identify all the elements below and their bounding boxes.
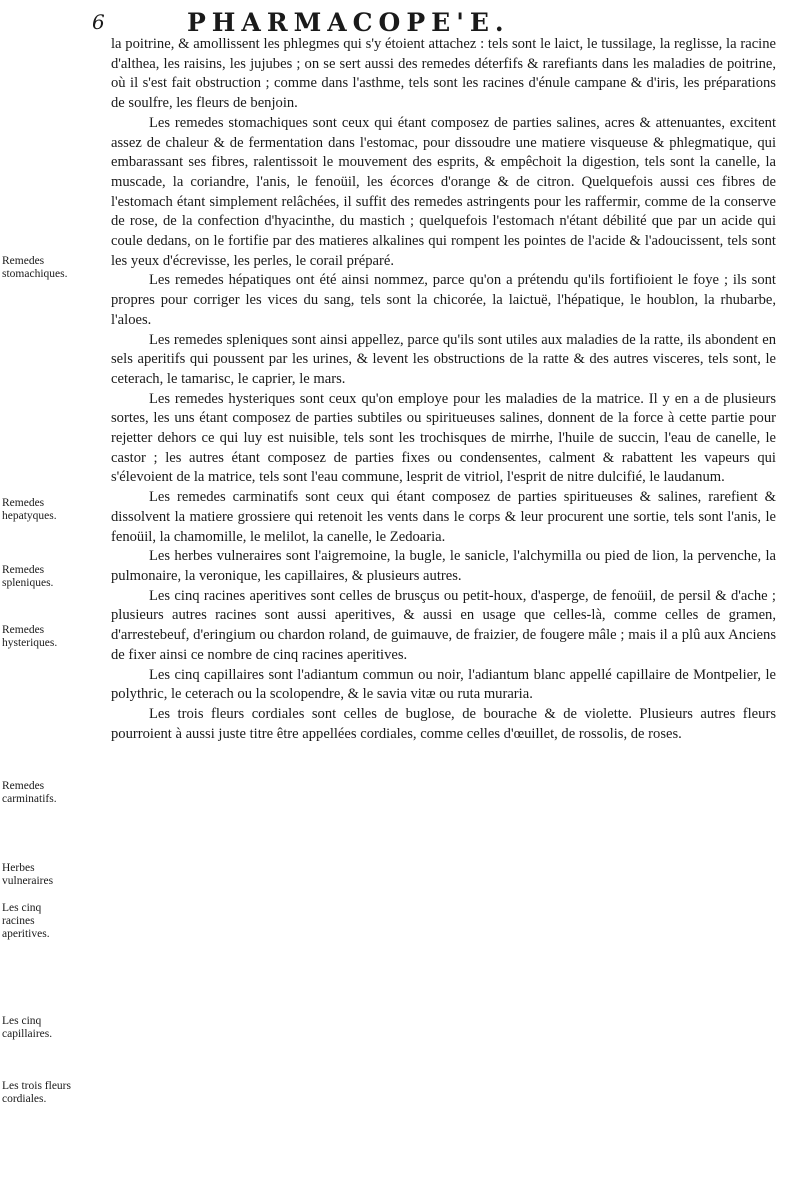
paragraph-capillaires: Les cinq capillaires sont l'adiantum commun ou noir, l'adiantum blanc appellé capillaire de Montpelier, le polythric, le ceterach ou la scolopendre, & le savia vitæ ou ruta muraria. (111, 666, 776, 703)
paragraph-racines: Les cinq racines aperitives sont celles de brusçus ou petit-houx, d'asperge, de fenoüil, de persil & d'ache ; plusieurs autres racines sont aussi aperitives, & aussi en usage que celles-là, comme celles de gramen, d'arrestebeuf, d'eringium ou chardon roland, de guimauve, de fraizier, de fougere mâle ; mais il a plû aux Anciens de fixer ainsi ce nombre de cinq racines aperitives. (111, 587, 776, 663)
margin-note-hepatiques: Remedes hepatyques. (2, 497, 57, 522)
paragraph-carminatifs: Les remedes carminatifs sont ceux qui étant composez de parties spiritueuses & salines, rarefient & dissolvent la matiere grossiere qui retenoit les vents dans le corps & leur procurent une sortie, tels sont l'anis, le fenoüil, la chamomille, le melilot, la canelle, le Zedoaria. (111, 489, 776, 545)
body-text (111, 35, 776, 744)
paragraph-spleniques: Les remedes spleniques sont ainsi appellez, parce qu'ils sont utiles aux maladies de la ratte, ils abondent en sels aperitifs qui poussent par les urines, & levent les obstructions de la ratte & des autres visceres, tels sont, le ceterach, le tamarisc, le caprier, le mars. (111, 331, 776, 387)
running-title: PHARMACOPE'E. (187, 8, 510, 37)
margin-note-fleurs: Les trois fleurs cordiales. (2, 1080, 71, 1105)
page-number: 6 (92, 10, 105, 34)
margin-note-hysteriques: Remedes hysteriques. (2, 624, 58, 649)
margin-note-carminatifs: Remedes carminatifs. (2, 780, 57, 805)
paragraph-hysteriques: Les remedes hysteriques sont ceux qu'on employe pour les maladies de la matrice. Il y en a de plusieurs sortes, les uns étant composez de parties subtiles ou spiritueuses salines, donnent de la force à cette partie pour rejetter dehors ce qui luy est nuisible, tels sont les trochisques de mirrhe, l'huile de succin, l'eau de canelle, le castor ; les autres étant composez de parties fixes ou condensentes, calment & rabattent les vapeurs qui s'élevoient de la matrice, tels sont l'eau commune, lesprit de vitriol, l'esprit de nitre dulcifié, le laudanum. (111, 390, 776, 486)
margin-note-racines: Les cinq racines aperitives. (2, 902, 50, 940)
margin-note-stomachiques: Remedes stomachiques. (2, 255, 68, 280)
paragraph-poitrine: la poitrine, & amollissent les phlegmes qui s'y étoient attachez : tels sont le laict, le tussilage, la reglisse, la racine d'althea, les raisins, les jujubes ; on se sert aussi des remedes déterfifs & rarefiants dans les maladies de poitrine, où il s'est fait obstruction ; comme dans l'asthme, tels sont les racines d'énule campane & d'iris, les préparations de soulfre, les fleurs de benjoin. (111, 36, 776, 112)
paragraph-vulneraires: Les herbes vulneraires sont l'aigremoine, la bugle, le sanicle, l'alchymilla ou pied de lion, la pervenche, la pulmonaire, la veronique, les capillaires, & plusieurs autres. (111, 548, 776, 584)
paragraph-hepatiques: Les remedes hépatiques ont été ainsi nommez, parce qu'on a prétendu qu'ils fortifioient le foye ; ils sont propres pour corriger les vices du sang, tels sont la chicorée, la laictuë, l'hépatique, le houblon, la rhubarbe, l'aloes. (111, 272, 776, 328)
margin-note-vulneraires: Herbes vulneraires (2, 862, 54, 887)
margin-note-spleniques: Remedes spleniques. (2, 564, 54, 589)
page-header (92, 8, 652, 38)
paragraph-stomachiques: Les remedes stomachiques sont ceux qui étant composez de parties salines, acres & attenuantes, excitent assez de chaleur & de fermentation dans l'estomac, pour dissoudre une matiere visqueuse & phlegmatique, qui embarassant ses fibres, ralentissoit le mouvement des esprits, & empêchoit la digestion, tels sont la canelle, la muscade, la coriandre, l'anis, le fenoüil, les écorces d'orange & de citron. Quelquefois aussi ces fibres de l'estomach étant simplement relâchées, il suffit des remedes astringents pour les raffermir, comme de la conserve de rose, de la confection d'hyacinthe, du mastich ; quelquefois l'estomach n'étant débilité que par un acide qui coule dedans, on le fortifie par des matieres alkalines qui rompent les pointes de l'acide & l'adoucissent, tels sont les yeux d'écrevisse, les perles, le corail préparé. (111, 114, 776, 269)
margin-note-capillaires: Les cinq capillaires. (2, 1015, 53, 1040)
paragraph-fleurs: Les trois fleurs cordiales sont celles de buglose, de bourache & de violette. Plusieurs autres fleurs pourroient à aussi juste titre être appellées cordiales, comme celles d'œuillet, de rossolis, de roses. (111, 705, 776, 742)
